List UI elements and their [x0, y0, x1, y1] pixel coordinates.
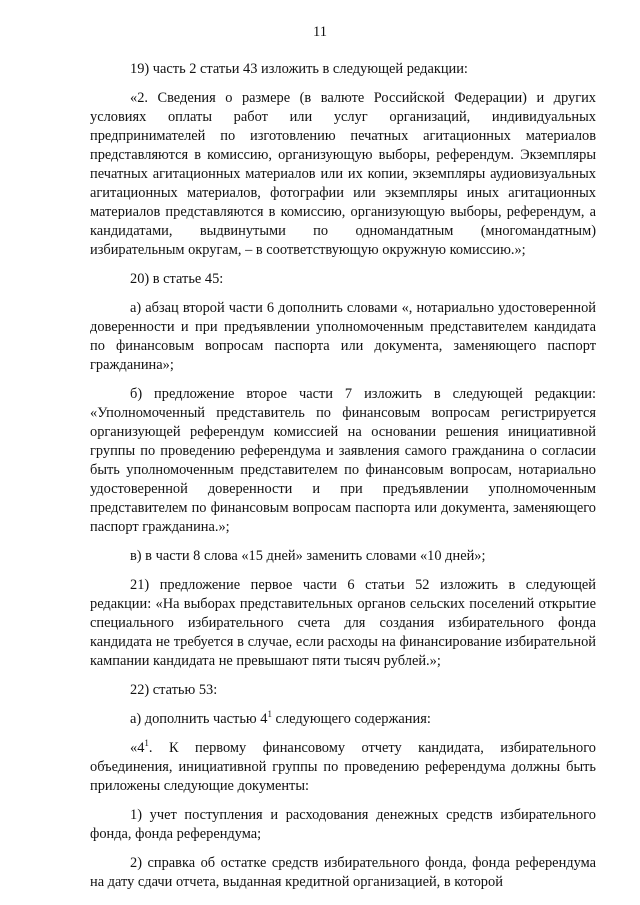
document-body	[90, 60, 596, 902]
paragraph-item-19: 19) часть 2 статьи 43 изложить в следующей редакции:	[130, 61, 468, 77]
paragraph-item-20: 20) в статье 45:	[130, 271, 224, 287]
paragraph-part-4-1	[90, 739, 596, 796]
superscript: 1	[144, 738, 149, 748]
paragraph-item-22a	[90, 710, 596, 729]
paragraph-item-22a-suffix: следующего содержания:	[271, 711, 431, 727]
paragraph-part-4-1-suffix: . К первому финансовому отчету кандидата, избирательного объединения, инициативной группы по проведению референдума должны быть приложены следующие документы:	[90, 740, 596, 794]
paragraph-list-item-2: 2) справка об остатке средств избирательного фонда, фонда референдума на дату сдачи отчета, выданная кредитной организацией, в которой	[90, 855, 596, 890]
paragraph-item-22: 22) статью 53:	[130, 682, 218, 698]
superscript: 1	[267, 709, 272, 719]
paragraph-article-43-text: «2. Сведения о размере (в валюте Российской Федерации) и других условиях оплаты работ или услуг организаций, индивидуальных предпринимателей по изготовлению печатных агитационных материалов представляются в комиссию, организующую выборы, референдум. Экземпляры печатных агитационных материалов или их копии, экземпляры аудиовизуальных агитационных материалов, фотографии или экземпляры иных агитационных материалов представляются в комиссию, организующую выборы, референдум, а кандидатами, выдвинутыми по одномандатным (многомандатным) избирательным округам, – в соответствующую окружную комиссию.»;	[90, 90, 596, 258]
paragraph-list-item-1: 1) учет поступления и расходования денежных средств избирательного фонда, фонда референдума;	[90, 807, 596, 842]
paragraph-item-20a: а) абзац второй части 6 дополнить словами «, нотариально удостоверенной доверенности и при предъявлении уполномоченным представителем кандидата по финансовым вопросам паспорта или документа, заменяющего паспорт гражданина»;	[90, 300, 596, 373]
paragraph-item-21: 21) предложение первое части 6 статьи 52 изложить в следующей редакции: «На выборах представительных органов сельских поселений открытие специального избирательного счета для создания избирательного фонда кандидата не требуется в случае, если расходы на финансирование избирательной кампании кандидата не превышают пяти тысяч рублей.»;	[90, 577, 596, 669]
page-number: 11	[313, 24, 327, 40]
paragraph-part-4-1-prefix: «4	[130, 740, 145, 756]
paragraph-item-22a-prefix: а) дополнить частью 4	[130, 711, 268, 727]
paragraph-item-20b: б) предложение второе части 7 изложить в следующей редакции: «Уполномоченный представитель по финансовым вопросам регистрируется организующей референдум комиссией на основании решения инициативной группы по проведению референдума и заявления самого гражданина о согласии быть уполномоченным представителем по финансовым вопросам, нотариально удостоверенной доверенности и при предъявлении уполномоченным представителем по финансовым вопросам паспорта или документа, заменяющего паспорт гражданина.»;	[90, 386, 596, 535]
paragraph-item-20v: в) в части 8 слова «15 дней» заменить словами «10 дней»;	[130, 548, 486, 564]
